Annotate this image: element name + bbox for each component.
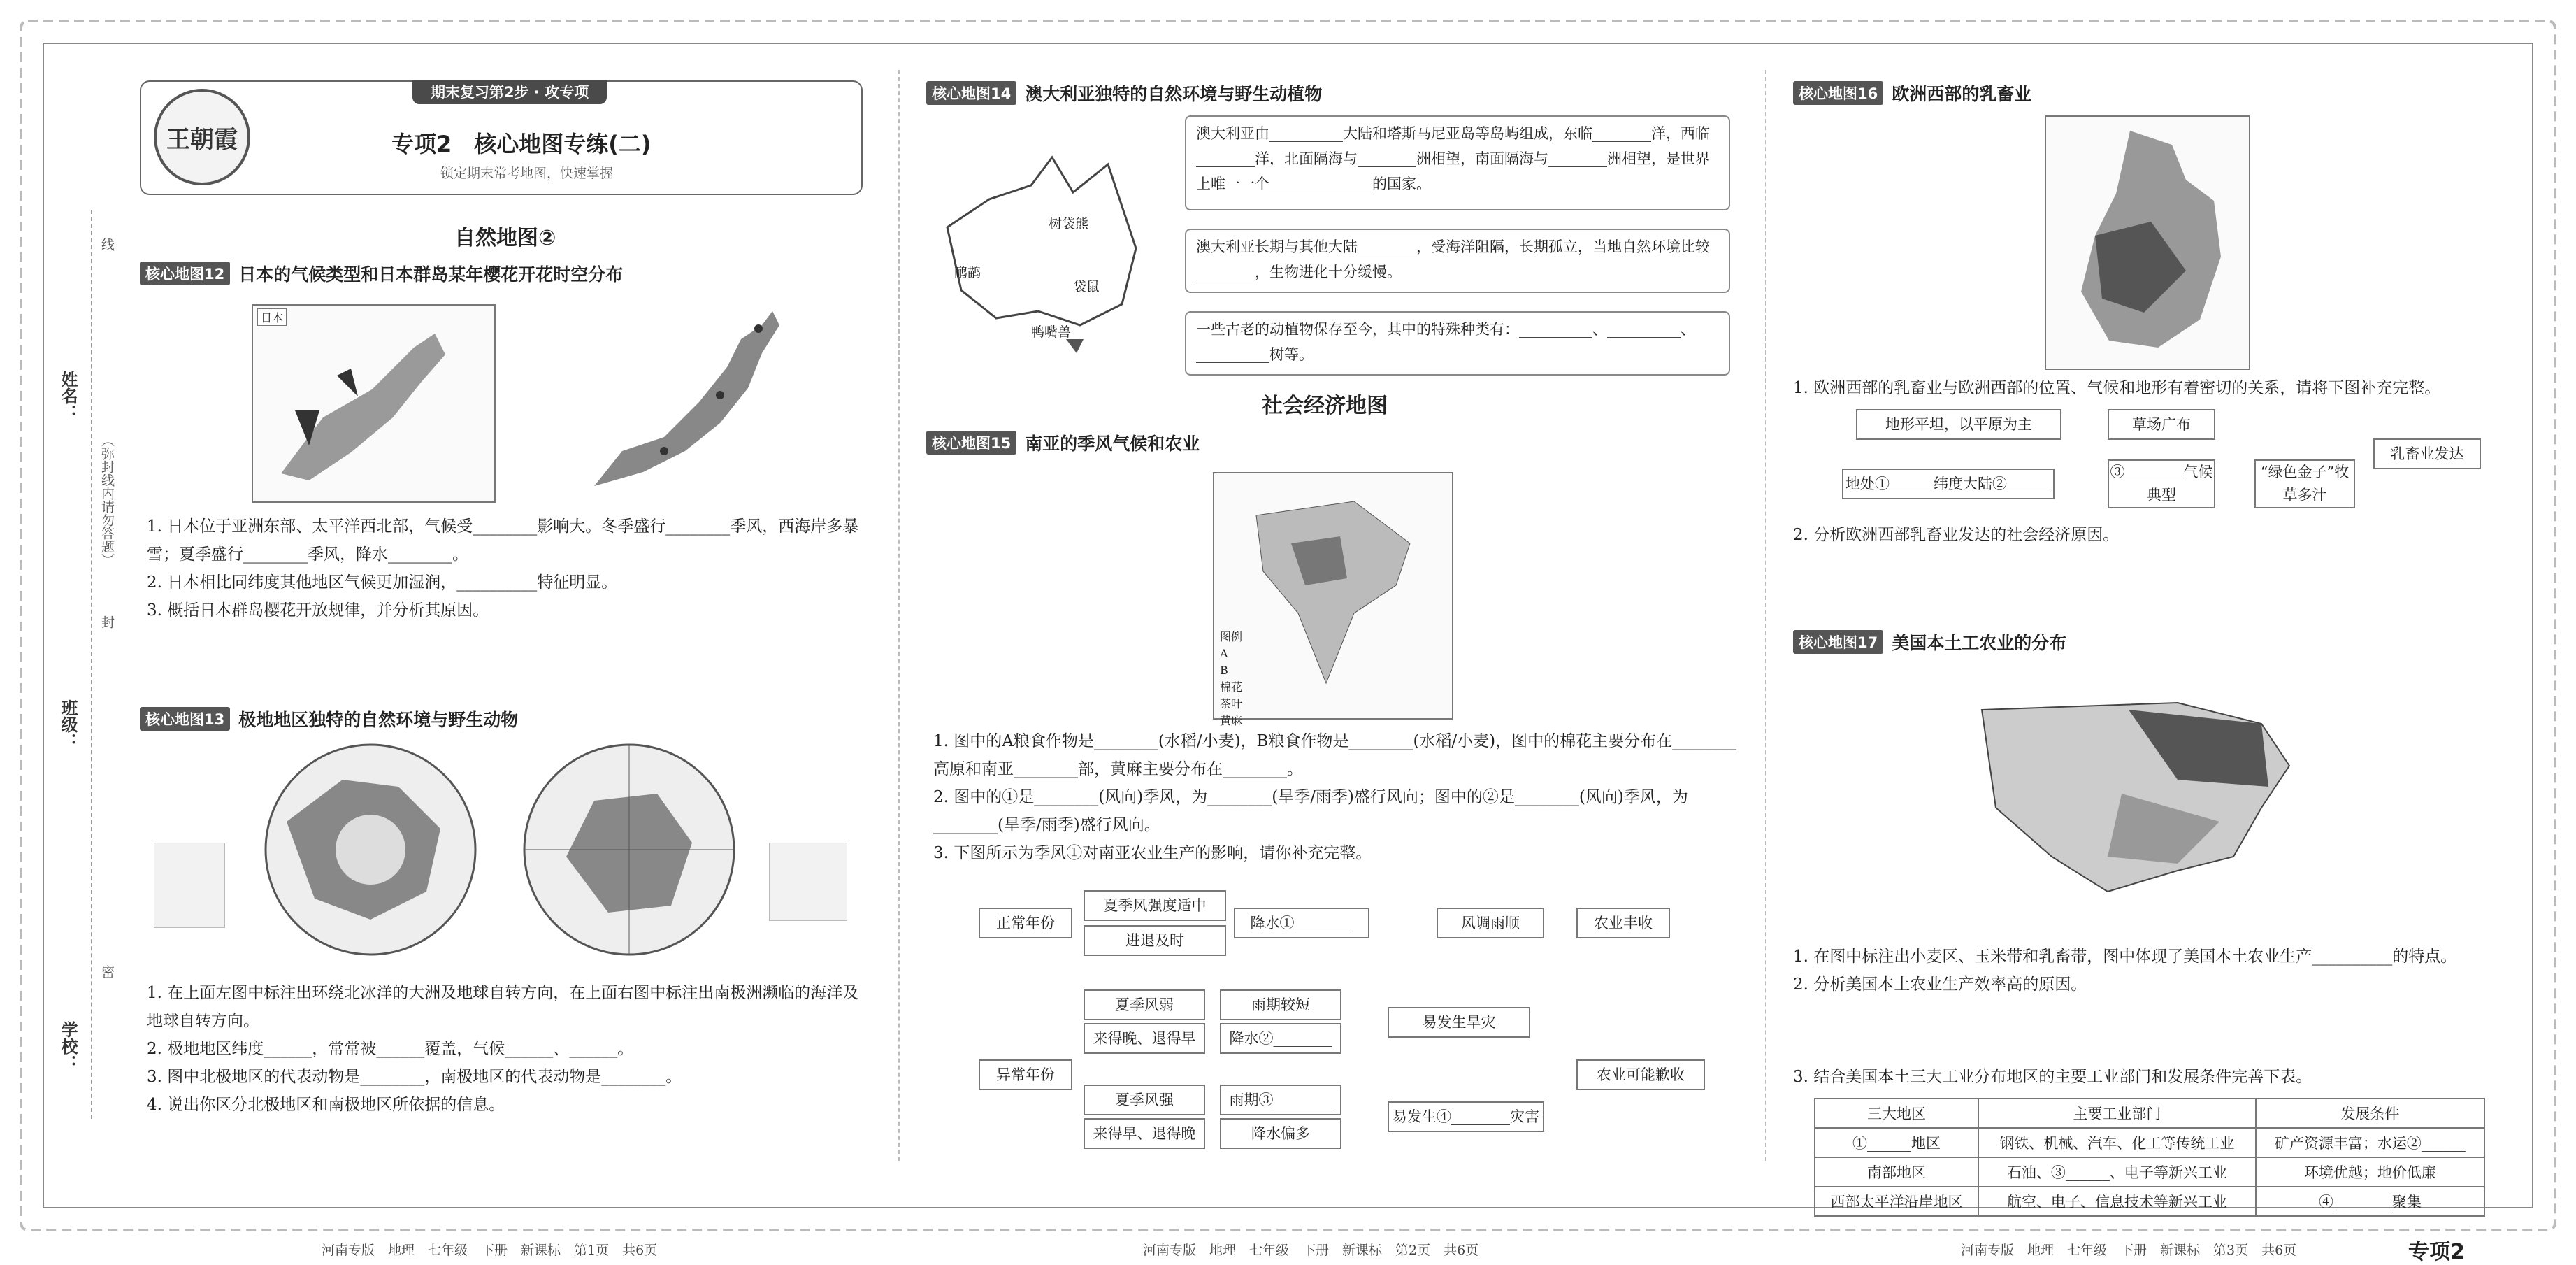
table-header: 发展条件 [2256,1099,2484,1128]
legend-b: B [1220,664,1228,677]
flow-n2: 进退及时 [1084,925,1226,956]
table-cell: 石油、③______、电子等新兴工业 [1978,1157,2256,1187]
column-divider-2 [1765,70,1766,1161]
usa-agriculture-map [1968,682,2303,934]
map16-title: 欧洲西部的乳畜业 [1892,84,2032,104]
polar-bear-image [154,843,225,928]
japan-sakura-map [580,297,790,500]
table-cell: ④________聚集 [2256,1187,2484,1216]
q13-2: 2. 极地地区纬度______，常常被______覆盖，气候______、______。 [147,1040,634,1058]
flow-a2: 来得晚、退得早 [1084,1023,1205,1054]
japan-climate-map [252,304,496,503]
section-socio-economic: 社会经济地图 [1262,394,1388,418]
table-header: 主要工业部门 [1978,1099,2256,1128]
page-2 [926,73,1737,1258]
column-divider-1 [898,70,900,1161]
label-koala: 树袋熊 [1049,216,1089,231]
label-kangaroo: 袋鼠 [1073,279,1100,294]
flow16-climate: ③________气候典型 [2108,459,2215,508]
flow-n4: 风调雨顺 [1437,908,1544,938]
page-title: 专项2 核心地图专练(二) [391,131,652,157]
australia-box-2: 澳大利亚长期与其他大陆________，受海洋阻隔，长期孤立，当地自然环境比较________，生物进化十分缓慢。 [1185,229,1730,293]
seal-word-3: 密 [99,965,115,978]
table-cell: 钢铁、机械、汽车、化工等传统工业 [1978,1128,2256,1157]
legend-jute: 黄麻 [1220,714,1243,727]
footer-page-2: 河南专版 地理 七年级 下册 新课标 第2页 共6页 [1143,1243,1479,1258]
flow-a6: 夏季风强 [1084,1085,1205,1115]
page-3 [1793,73,2492,1264]
flow16-dairy: 乳畜业发达 [2373,438,2481,469]
map14-tag: 核心地图14 [926,81,1016,105]
map13-title: 极地地区独特的自然环境与野生动物 [238,710,519,730]
page-1 [140,73,870,1258]
q15-3: 3. 下图所示为季风①对南亚农业生产的影响，请你补充完整。 [933,844,1372,862]
map17-tag: 核心地图17 [1793,630,1883,654]
binding-strip [56,210,119,1119]
western-europe-map [2045,115,2250,370]
map12-inset-label: 日本 [257,308,287,326]
australia-box-3: 一些古老的动植物保存至今，其中的特殊种类有：__________、__________、__________树等。 [1185,311,1730,376]
q15-1: 1. 图中的A粮食作物是________(水稻/小麦)，B粮食作物是________(水稻/小麦)，图中的棉花主要分布在________高原和南亚________部，黄麻主要分布在________。 [933,732,1737,778]
flow-a5: 易发生旱灾 [1388,1007,1530,1038]
table-cell: 航空、电子、信息技术等新兴工业 [1978,1187,2256,1216]
q12-1: 1. 日本位于亚洲东部、太平洋西北部，气候受________影响大。冬季盛行________季风，西海岸多暴雪；夏季盛行________季风，降水________。 [147,517,859,564]
map15-legend [1220,629,1242,729]
legend-tea: 茶叶 [1220,697,1243,710]
map15-tag: 核心地图15 [926,431,1016,455]
flow16-grass: “绿色金子”牧草多汁 [2254,459,2355,508]
q16-1: 1. 欧洲西部的乳畜业与欧洲西部的位置、气候和地形有着密切的关系，请将下图补充完整。 [1793,379,2441,397]
q17-2: 2. 分析美国本土农业生产效率高的原因。 [1793,975,2087,994]
flow16-pasture: 草场广布 [2108,409,2215,440]
q13-4: 4. 说出你区分北极地区和南极地区所依据的信息。 [147,1096,505,1114]
q13-3: 3. 图中北极地区的代表动物是________，南极地区的代表动物是________。 [147,1068,682,1086]
table-cell: 矿产资源丰富；水运②______ [2256,1128,2484,1157]
map15-title: 南亚的季风气候和农业 [1025,434,1200,454]
table-row [1815,1187,2484,1216]
flow-a1: 夏季风弱 [1084,989,1205,1020]
label-emu: 鸸鹋 [954,265,981,280]
header-ribbon: 期末复习第2步 · 攻专项 [412,80,607,104]
label-platypus: 鸭嘴兽 [1031,324,1072,340]
map13-heading [140,706,518,731]
seal-word-2: 封 [99,615,115,629]
q13-1: 1. 在上面左图中标注出环绕北冰洋的大洲及地球自转方向，在上面右图中标注出南极洲濒临的海洋及地球自转方向。 [147,984,859,1030]
map14-heading [926,80,1322,106]
flow-abnormal-year: 异常年份 [979,1059,1072,1090]
q12-2: 2. 日本相比同纬度其他地区气候更加湿润，__________特征明显。 [147,573,618,592]
table-header: 三大地区 [1815,1099,1978,1128]
table-cell: 南部地区 [1815,1157,1978,1187]
map16-tag: 核心地图16 [1793,81,1883,105]
antarctic-map [517,738,741,962]
legend-cotton: 棉花 [1220,680,1243,694]
school-label: 学校： [58,1021,78,1071]
map13-tag: 核心地图13 [140,707,230,731]
legend-a: A [1220,647,1228,660]
table-cell: ①______地区 [1815,1128,1978,1157]
arctic-map [259,738,482,962]
name-label: 姓名： [58,371,78,421]
flow-a4: 降水②________ [1220,1023,1341,1054]
us-industry-table [1814,1098,2485,1217]
south-asia-map [1213,472,1453,727]
q15-2: 2. 图中的①是________(风向)季风，为________(旱季/雨季)盛行风向；图中的②是________(风向)季风，为________(旱季/雨季)盛行风向。 [933,788,1688,834]
flow-a3: 雨期较短 [1220,989,1341,1020]
flow-normal-year: 正常年份 [979,908,1072,938]
table-row [1815,1157,2484,1187]
flow16-terrain: 地形平坦，以平原为主 [1856,409,2061,440]
section-natural-maps: 自然地图② [454,226,556,250]
class-label: 班级： [58,699,78,750]
map12-tag: 核心地图12 [140,262,230,285]
australia-box-1: 澳大利亚由__________大陆和塔斯马尼亚岛等岛屿组成，东临________洋，西临________洋，北面隔海与________洲相望，南面隔海与________洲相望，是世界上唯一一个______________的国家。 [1185,115,1730,210]
page-subtitle: 锁定期末常考地图，快速掌握 [440,166,614,181]
flow-n1: 夏季风强度适中 [1084,890,1226,921]
flow-a11: 农业可能歉收 [1576,1059,1705,1090]
flow-a7: 来得早、退得晚 [1084,1118,1205,1149]
seal-note: （弥封线内请勿答题） [99,434,115,566]
q16-2: 2. 分析欧洲西部乳畜业发达的社会经济原因。 [1793,526,2120,544]
flow-n3: 降水①________ [1234,908,1369,938]
legend-title: 图例 [1220,630,1243,643]
table-header-row [1815,1099,2484,1128]
flow-a10: 易发生④________灾害 [1388,1101,1544,1132]
map17-heading [1793,629,2066,655]
map16-heading [1793,80,2031,106]
footer-page-1: 河南专版 地理 七年级 下册 新课标 第1页 共6页 [322,1243,658,1258]
map12-heading [140,261,623,286]
flow-n5: 农业丰收 [1576,908,1670,938]
flow16-location: 地处①______纬度大陆②______ [1842,469,2055,499]
table-row [1815,1128,2484,1157]
map14-title: 澳大利亚独特的自然环境与野生动植物 [1025,84,1323,104]
seal-line [91,210,92,1119]
penguin-image [769,843,847,921]
map17-title: 美国本土工农业的分布 [1892,633,2067,653]
footer-page-3: 河南专版 地理 七年级 下册 新课标 第3页 共6页 [1961,1243,2297,1258]
map12-title: 日本的气候类型和日本群岛某年樱花开花时空分布 [238,264,624,285]
brand-logo: 王朝霞 [154,89,250,185]
q12-3: 3. 概括日本群岛樱花开放规律，并分析其原因。 [147,601,489,620]
map15-heading [926,430,1200,455]
table-cell: 环境优越；地价低廉 [2256,1157,2484,1187]
q17-1: 1. 在图中标注出小麦区、玉米带和乳畜带，图中体现了美国本土农业生产__________的特点。 [1793,948,2457,966]
corner-label: 专项2 [2408,1240,2465,1264]
q17-3: 3. 结合美国本土三大工业分布地区的主要工业部门和发展条件完善下表。 [1793,1068,2312,1086]
flow-a8: 雨期③________ [1220,1085,1341,1115]
seal-word-1: 线 [99,238,115,251]
table-cell: 西部太平洋沿岸地区 [1815,1187,1978,1216]
flow-a9: 降水偏多 [1220,1118,1341,1149]
